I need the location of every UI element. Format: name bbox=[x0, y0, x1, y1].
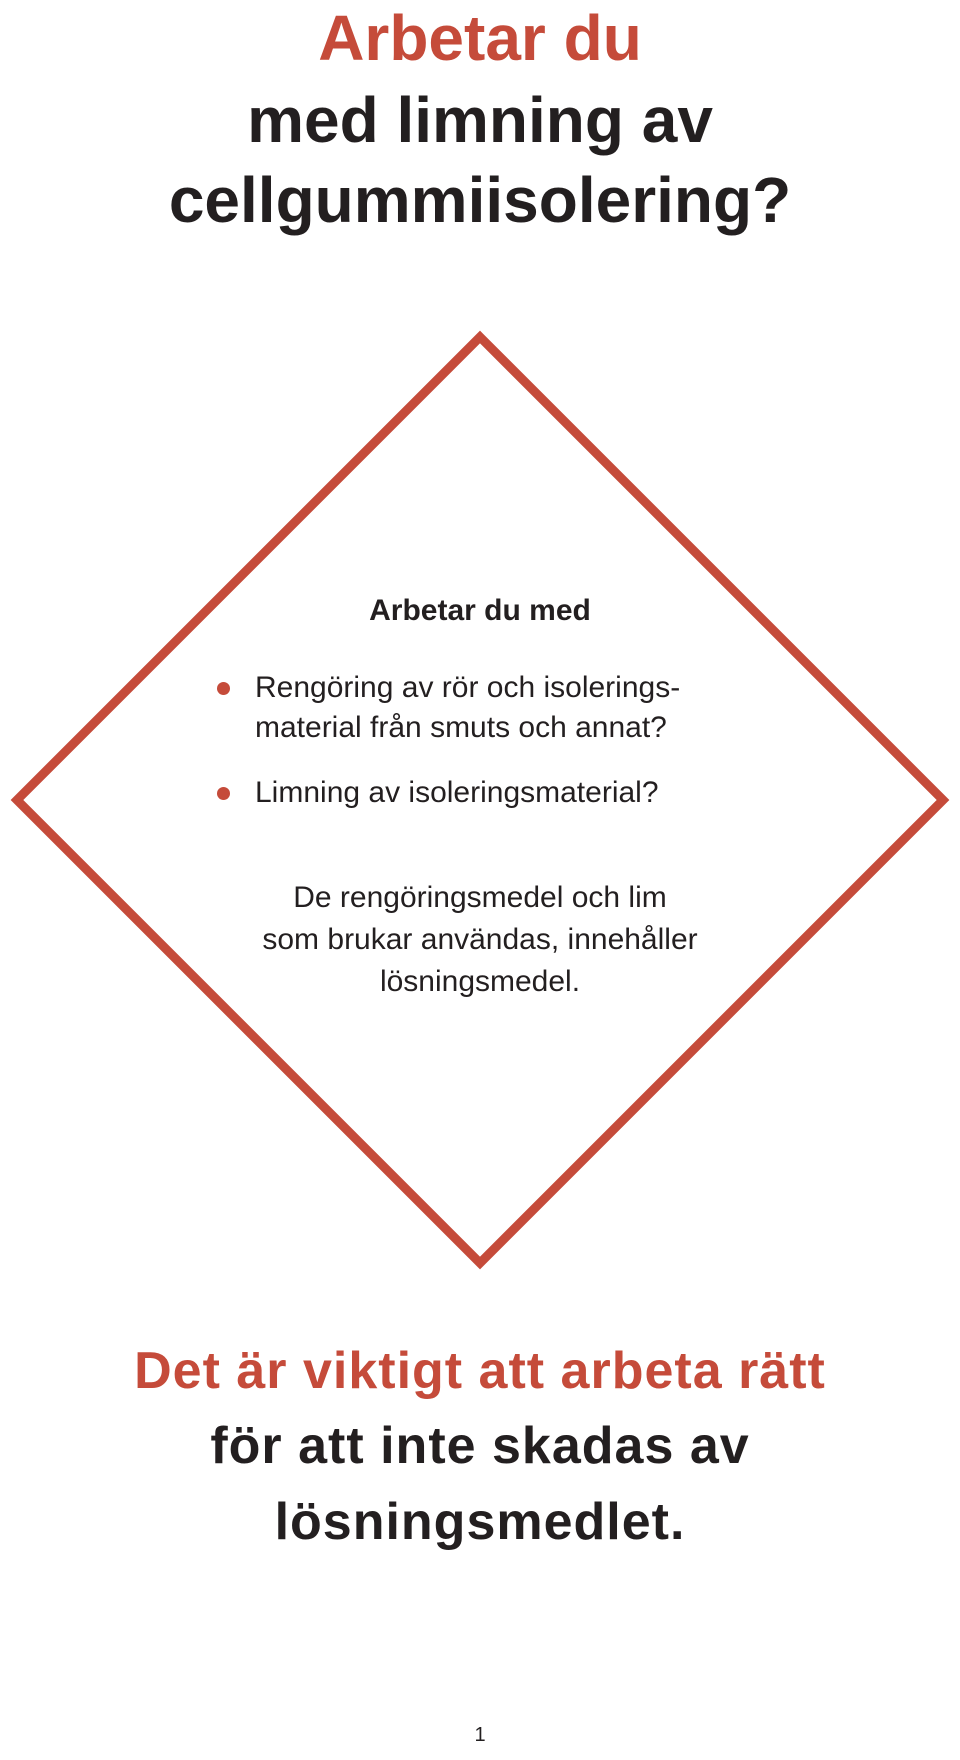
bottom-message-line-3: lösningsmedlet. bbox=[274, 1493, 686, 1551]
warning-box-body bbox=[0, 877, 960, 1003]
box-body-line-2: som brukar användas, innehåller bbox=[262, 923, 698, 956]
title-line-1: Arbetar du bbox=[318, 2, 642, 74]
bullet-2-line-1: Limning av isoleringsmaterial? bbox=[255, 776, 659, 809]
title-line-2: med limning av bbox=[247, 84, 713, 156]
bullet-1-line-1: Rengöring av rör och isolerings- bbox=[255, 671, 681, 704]
box-body-line-3: lösningsmedel. bbox=[379, 965, 581, 998]
page-number: 1 bbox=[474, 1724, 486, 1746]
bullet-dot-icon bbox=[217, 787, 230, 800]
bullet-1-line-2: material från smuts och annat? bbox=[255, 711, 667, 744]
bullet-dot-icon bbox=[217, 682, 230, 695]
warning-box-heading: Arbetar du med bbox=[369, 594, 591, 627]
bottom-message-line-1: Det är viktigt att arbeta rätt bbox=[134, 1342, 826, 1400]
bottom-message-line-2: för att inte skadas av bbox=[210, 1417, 750, 1475]
box-body-line-1: De rengöringsmedel och lim bbox=[293, 881, 667, 914]
title-line-3: cellgummiisolering? bbox=[168, 164, 792, 236]
